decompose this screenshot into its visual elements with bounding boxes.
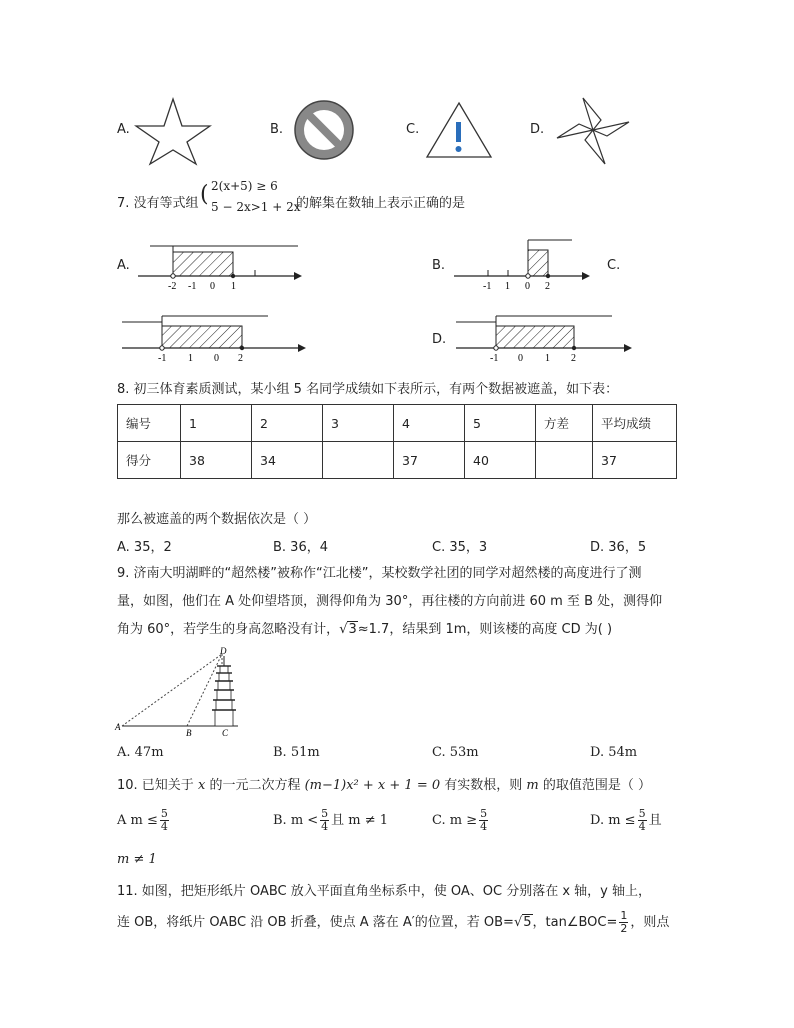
- q9-option-b: B. 51m: [273, 745, 320, 760]
- table-cell: 2: [252, 405, 323, 442]
- q6-option-a-label: A.: [117, 122, 130, 137]
- q10-stem: [117, 774, 651, 793]
- q11-line-1: 11. 如图，把矩形纸片 OABC 放入平面直角坐标系中，使 OA、OC 分别落在 x 轴，y 轴上，: [117, 884, 651, 899]
- q10-var-m: m: [526, 778, 539, 793]
- q7-number-line-c: [118, 310, 313, 366]
- q7-number-line-b: [448, 232, 598, 294]
- q9-option-c: C. 53m: [432, 745, 479, 760]
- q7-a-tick-4: 1: [231, 281, 236, 292]
- sqrt-sign: √: [339, 622, 348, 637]
- q10-option-b-text: B. m <: [273, 813, 319, 828]
- q7-option-b-label: B.: [432, 258, 446, 273]
- q7-b-tick-1: -1: [483, 281, 492, 292]
- q10-mid: 的一元二次方程: [209, 778, 301, 793]
- q9-option-a: A. 47m: [117, 745, 164, 760]
- prohibition-sign-icon: [292, 98, 356, 162]
- table-cell: 编号: [118, 405, 181, 442]
- table-cell: 1: [181, 405, 252, 442]
- fraction: [638, 808, 647, 833]
- q10-option-b-text-2: 且 m ≠ 1: [331, 813, 389, 828]
- q9-label-d: D: [220, 646, 227, 656]
- q7-option-c-label: C.: [607, 258, 621, 273]
- q7-prefix: 7. 没有等式组: [117, 196, 199, 211]
- table-cell: 3: [323, 405, 394, 442]
- q8-option-b: B. 36，4: [273, 540, 328, 555]
- numerator: 1: [620, 909, 628, 922]
- numerator: 5: [480, 807, 488, 820]
- q7-a-tick-3: 0: [210, 281, 215, 292]
- table-cell: 方差: [536, 405, 593, 442]
- q9-line-3b: ≈1.7，结果到 1m，则该楼的高度 CD 为( ): [357, 622, 613, 637]
- denominator: 4: [480, 820, 488, 833]
- pinwheel-shape-icon: [553, 94, 633, 166]
- q10-suffix2: 的取值范围是（ ）: [542, 778, 652, 793]
- table-cell: [323, 442, 394, 479]
- q9-line-3: [117, 618, 612, 637]
- q7-c-tick-4: 2: [238, 353, 243, 364]
- fraction: [320, 808, 329, 833]
- q7-inequality-2: 5 − 2x>1 + 2x: [211, 200, 301, 214]
- table-cell: 34: [252, 442, 323, 479]
- q9-label-c: C: [222, 728, 229, 738]
- q8-question: 那么被遮盖的两个数据依次是（ ）: [117, 512, 317, 527]
- q6-option-d-label: D.: [530, 122, 545, 137]
- table-row: [118, 442, 677, 479]
- q10-option-d: [590, 808, 662, 833]
- q10-option-d-text-2: 且: [648, 813, 662, 828]
- q7-suffix: 的解集在数轴上表示正确的是: [296, 196, 466, 211]
- q7-d-tick-2: 0: [518, 353, 523, 364]
- q7-c-tick-3: 0: [214, 353, 219, 364]
- numerator: 5: [638, 807, 646, 820]
- q10-option-c: [432, 808, 490, 833]
- q11-sqrt-radicand: 5: [523, 915, 532, 930]
- numerator: 5: [321, 807, 329, 820]
- table-cell: 平均成绩: [593, 405, 677, 442]
- numerator: 5: [160, 807, 168, 820]
- q7-b-tick-3: 0: [525, 281, 530, 292]
- q10-option-b: [273, 808, 388, 833]
- q7-c-tick-1: -1: [158, 353, 167, 364]
- table-cell: 5: [465, 405, 536, 442]
- table-header-row: [118, 405, 677, 442]
- q8-option-d: D. 36，5: [590, 540, 647, 555]
- q7-a-tick-1: -2: [168, 281, 177, 292]
- q8-stem: 8. 初三体育素质测试，某小组 5 名同学成绩如下表所示，有两个数据被遮盖，如下表：: [117, 382, 619, 397]
- q9-line-3a: 角为 60°，若学生的身高忽略没有计，: [117, 622, 340, 637]
- q11-line-2b: ，tan∠BOC=: [532, 915, 618, 930]
- q10-prefix: 10. 已知关于: [117, 778, 194, 793]
- q10-var-x: x: [197, 778, 206, 793]
- q7-c-tick-2: 1: [188, 353, 193, 364]
- q8-option-a: A. 35，2: [117, 540, 172, 555]
- q8-option-c: C. 35，3: [432, 540, 488, 555]
- q7-inequality-1: 2(x+5) ≥ 6: [211, 179, 278, 193]
- fraction: [160, 808, 169, 833]
- q10-equation: (m−1)x² + x + 1 = 0: [304, 778, 441, 793]
- table-cell: 37: [394, 442, 465, 479]
- star-shape-icon: [134, 96, 212, 166]
- q11-line-2: [117, 910, 669, 935]
- q7-d-tick-1: -1: [490, 353, 499, 364]
- denominator: 2: [620, 922, 628, 935]
- q10-suffix: 有实数根，则: [444, 778, 523, 793]
- q9-label-b: B: [186, 728, 192, 738]
- q10-option-d-text: D. m ≤: [590, 813, 636, 828]
- q7-a-tick-2: -1: [188, 281, 197, 292]
- q9-line-1: 9. 济南大明湖畔的“超然楼”被称作“江北楼”，某校数学社团的同学对超然楼的高度进行了测: [117, 566, 642, 581]
- table-cell: 4: [394, 405, 465, 442]
- q7-b-tick-2: 1: [505, 281, 510, 292]
- q7-number-line-a: [130, 236, 305, 294]
- fraction: [619, 910, 628, 935]
- table-cell: 37: [593, 442, 677, 479]
- table-cell: [536, 442, 593, 479]
- q11-line-2a: 连 OB，将纸片 OABC 沿 OB 折叠，使点 A 落在 A′的位置，若 OB=: [117, 915, 514, 930]
- fraction: [479, 808, 488, 833]
- q7-number-line-d: [452, 310, 640, 366]
- q7-b-tick-4: 2: [545, 281, 550, 292]
- q10-option-c-text: C. m ≥: [432, 813, 478, 828]
- q7-d-tick-3: 1: [545, 353, 550, 364]
- q7-brace: (: [200, 182, 209, 207]
- table-cell: 40: [465, 442, 536, 479]
- q10-option-a: [117, 808, 171, 833]
- denominator: 4: [638, 820, 646, 833]
- table-cell: 38: [181, 442, 252, 479]
- q6-option-b-label: B.: [270, 122, 284, 137]
- table-cell: 得分: [118, 442, 181, 479]
- denominator: 4: [160, 820, 168, 833]
- q9-option-d: D. 54m: [590, 745, 638, 760]
- q9-sqrt-radicand: 3: [348, 622, 357, 637]
- q10-option-a-text: A m ≤: [117, 813, 158, 828]
- sqrt-sign: √: [513, 915, 523, 930]
- q7-option-d-label: D.: [432, 332, 447, 347]
- q11-line-2c: ，则点: [630, 915, 670, 930]
- q7-option-a-label: A.: [117, 258, 130, 273]
- q9-line-2: 量，如图，他们在 A 处仰望塔顶，测得仰角为 30°，再往楼的方向前进 60 m 至 B 处，测得仰: [117, 594, 663, 609]
- q7-d-tick-4: 2: [571, 353, 576, 364]
- q6-option-c-label: C.: [406, 122, 420, 137]
- q9-tower-figure: [112, 646, 247, 738]
- denominator: 4: [321, 820, 329, 833]
- q9-label-a: A: [115, 722, 121, 732]
- q10-option-d-wrap: m ≠ 1: [117, 852, 157, 867]
- warning-triangle-icon: [424, 100, 494, 160]
- q8-score-table: [117, 404, 677, 479]
